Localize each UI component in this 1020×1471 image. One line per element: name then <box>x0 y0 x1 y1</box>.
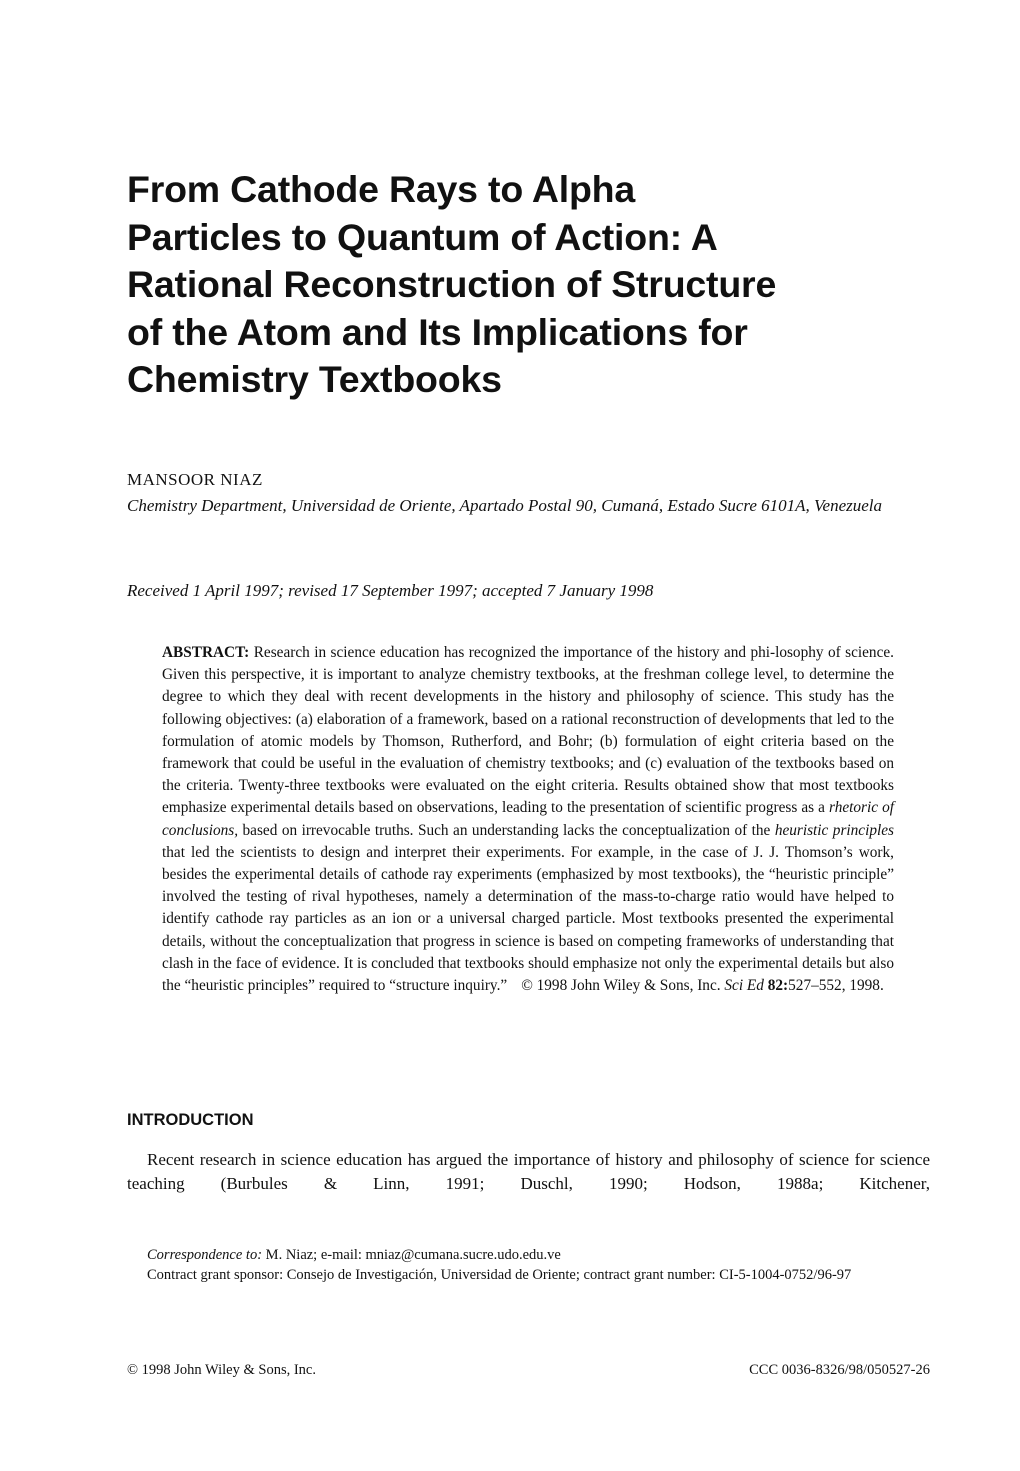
journal-volume: 82: <box>767 977 789 995</box>
journal-name: Sci Ed <box>724 977 764 995</box>
footer-copyright: © 1998 John Wiley & Sons, Inc. <box>127 1362 316 1378</box>
author-affiliation: Chemistry Department, Universidad de Oriente, Apartado Postal 90, Cumaná, Estado Sucre 6101A, Venezuela <box>127 496 882 515</box>
abstract-text: that led the scientists to design and interpret their experiments. For example, in the case of J. J. Thomson’s work, besides the experimental details of cathode ray experiments (emphasized by most textbooks), the “heuristic principle” involved the testing of rival hypotheses, namely a determination of the mass-to-charge ratio would have helped to identify cathode ray particles as an ion or a universal charged particle. Most textbooks presented the experimental details, without the conceptualization that progress in science is based on competing frameworks of understanding that clash in the face of evidence. It is concluded that textbooks should emphasize not only the experimental details but also the “heuristic principles” required to “structure inquiry.” <box>162 843 894 995</box>
title-line: Chemistry Textbooks <box>127 358 502 400</box>
abstract <box>162 642 894 997</box>
author-name: MANSOOR NIAZ <box>127 470 263 489</box>
paper-title <box>127 166 927 404</box>
grant-note: Contract grant sponsor: Consejo de Investigación, Universidad de Oriente; contract grant number: CI-5-1004-0752/96-97 <box>147 1266 852 1283</box>
abstract-emphasis: rhetoric of conclusions, <box>162 799 894 839</box>
title-line: of the Atom and Its Implications for <box>127 310 748 353</box>
introduction-paragraph: Recent research in science education has argued the importance of history and philosophy of science for science teaching (Burbules & Linn, 1991; Duschl, 1990; Hodson, 1988a; Kitchener, <box>127 1150 930 1193</box>
correspondence-label: Correspondence to: <box>147 1247 263 1263</box>
section-heading-introduction: INTRODUCTION <box>127 1111 254 1129</box>
abstract-text: based on irrevocable truths. Such an understanding lacks the conceptualization of the <box>238 821 775 839</box>
abstract-citation <box>521 977 884 994</box>
abstract-copyright: © 1998 John Wiley & Sons, Inc. <box>521 977 721 995</box>
journal-pages: 527–552, 1998. <box>788 977 884 995</box>
abstract-emphasis: heuristic principles <box>774 821 894 839</box>
correspondence-text: M. Niaz; e-mail: mniaz@cumana.sucre.udo.edu.ve <box>262 1247 561 1263</box>
submission-dates: Received 1 April 1997; revised 17 September 1997; accepted 7 January 1998 <box>127 581 654 600</box>
footer-ccc-code: CCC 0036-8326/98/050527-26 <box>749 1362 930 1378</box>
abstract-label: ABSTRACT: <box>162 644 250 661</box>
footnotes <box>127 1246 930 1285</box>
correspondence-note <box>127 1246 930 1266</box>
title-line: Particles to Quantum of Action: A <box>127 215 718 258</box>
abstract-text: Research in science education has recognized the importance of the history and phi-losophy of science. Given this perspective, it is important to analyze chemistry textbooks, at the freshman college level, to determine the degree to which they deal with recent developments in the history and philosophy of science. This study has the following objectives: (a) elaboration of a framework, based on a rational reconstruction of developments that led to the formulation of atomic models by Thomson, Rutherford, and Bohr; (b) formulation of eight criteria based on the framework that could be useful in the evaluation of chemistry textbooks; and (c) evaluation of the textbooks based on the criteria. Twenty-three textbooks were evaluated on the eight criteria. Results obtained show that most textbooks emphasize experimental details based on observations, leading to the presentation of scientific progress as a <box>162 644 894 817</box>
title-line: From Cathode Rays to Alpha <box>127 168 636 210</box>
title-line: Rational Reconstruction of Structure <box>127 263 777 305</box>
